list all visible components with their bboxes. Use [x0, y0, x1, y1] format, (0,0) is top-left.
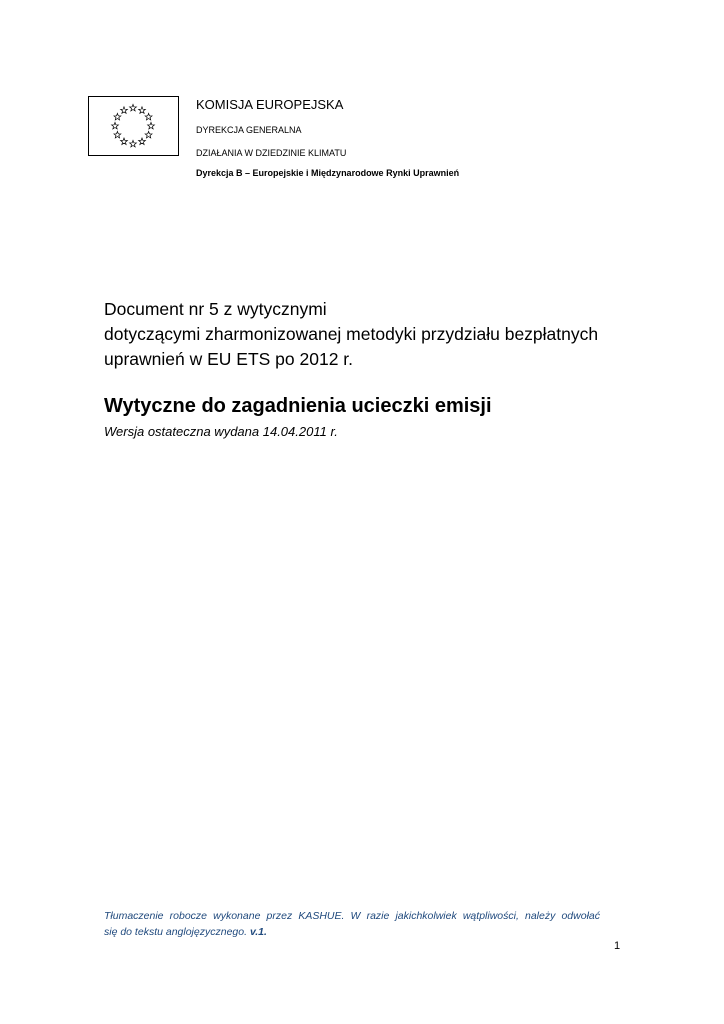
eu-logo — [88, 96, 179, 156]
translation-note — [104, 908, 600, 940]
page-number: 1 — [614, 940, 621, 952]
eu-star — [145, 131, 152, 138]
version-note: Wersja ostateczna wydana 14.04.2011 r. — [104, 424, 338, 439]
eu-star — [139, 138, 146, 145]
eu-star — [112, 122, 119, 129]
document-title — [104, 297, 598, 372]
document-title-line: Document nr 5 z wytycznymi — [104, 299, 327, 319]
directorate-name: Dyrekcja B – Europejskie i Międzynarodowe Rynki Uprawnień — [196, 168, 460, 178]
translation-note-line: Tłumaczenie robocze wykonane przez KASHUE. W razie jakichkolwiek wątpliwości, należy odwołać — [104, 910, 600, 922]
dg-line-2: DZIAŁANIA W DZIEDZINIE KLIMATU — [196, 148, 347, 158]
eu-star — [121, 107, 128, 114]
translation-note-text: się do tekstu anglojęzycznego. — [104, 926, 248, 938]
document-title-line: dotyczącymi zharmonizowanej metodyki przydziału bezpłatnych — [104, 324, 599, 344]
main-heading: Wytyczne do zagadnienia ucieczki emisji — [104, 395, 492, 417]
eu-star — [148, 122, 155, 129]
eu-star — [139, 107, 146, 114]
translation-version: v.1. — [249, 926, 267, 938]
eu-stars-icon — [89, 97, 180, 157]
eu-star — [114, 131, 121, 138]
org-name: KOMISJA EUROPEJSKA — [196, 97, 344, 112]
eu-star — [121, 138, 128, 145]
document-title-line: uprawnień w EU ETS po 2012 r. — [104, 349, 354, 369]
translation-note-line-2 — [104, 924, 600, 940]
eu-star — [114, 113, 121, 120]
eu-star — [130, 104, 137, 111]
eu-star — [130, 140, 137, 147]
dg-line-1: DYREKCJA GENERALNA — [196, 125, 302, 135]
eu-star — [145, 113, 152, 120]
